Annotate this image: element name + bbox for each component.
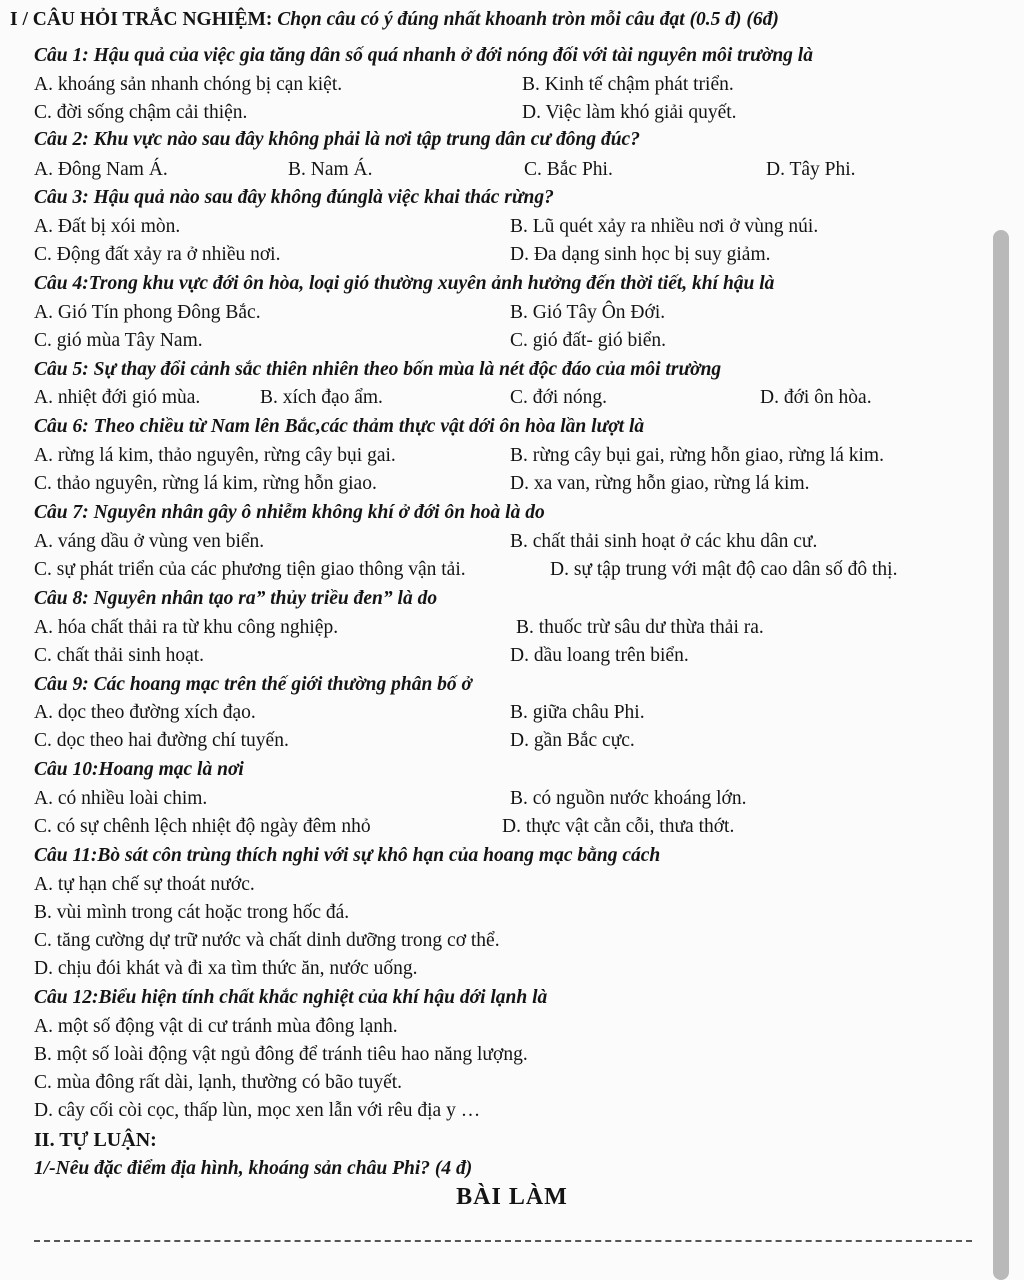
option-d[interactable]: D. Tây Phi. (766, 159, 856, 180)
question-1: Câu 1: Hậu quả của việc gia tăng dân số quá nhanh ở đới nóng đối với tài nguyên môi trường là (34, 45, 813, 66)
option-c[interactable]: C. tăng cường dự trữ nước và chất dinh dưỡng trong cơ thể. (34, 930, 500, 951)
option-d[interactable]: D. đới ôn hòa. (760, 387, 872, 408)
question-3: Câu 3: Hậu quả nào sau đây không đúnglà việc khai thác rừng? (34, 187, 554, 208)
option-b[interactable]: B. có nguồn nước khoáng lớn. (510, 788, 747, 809)
question-12: Câu 12:Biểu hiện tính chất khắc nghiệt của khí hậu dới lạnh là (34, 987, 548, 1008)
option-a[interactable]: A. khoáng sản nhanh chóng bị cạn kiệt. (34, 74, 343, 95)
option-b[interactable]: B. Gió Tây Ôn Đới. (510, 302, 666, 323)
options-row (0, 156, 1024, 184)
option-d[interactable]: D. chịu đói khát và đi xa tìm thức ăn, nước uống. (34, 958, 418, 979)
options-row (0, 327, 1024, 355)
options-row (0, 556, 1024, 584)
answer-title: BÀI LÀM (456, 1184, 568, 1210)
options-row (0, 614, 1024, 642)
mcq-header (0, 6, 1024, 34)
question-10: Câu 10:Hoang mạc là nơi (34, 759, 244, 780)
option-a[interactable]: A. hóa chất thải ra từ khu công nghiệp. (34, 617, 339, 638)
option-b[interactable]: B. rừng cây bụi gai, rừng hỗn giao, rừng lá kim. (510, 445, 884, 466)
option-d[interactable]: D. gần Bắc cực. (510, 730, 635, 751)
option-a[interactable]: A. nhiệt đới gió mùa. (34, 387, 201, 408)
question-11: Câu 11:Bò sát côn trùng thích nghi với sự khô hạn của hoang mạc bằng cách (34, 845, 661, 866)
option-a[interactable]: A. tự hạn chế sự thoát nước. (34, 874, 255, 895)
option-c[interactable]: C. mùa đông rất dài, lạnh, thường có bão tuyết. (34, 1072, 403, 1093)
options-row (0, 727, 1024, 755)
option-b[interactable]: B. chất thải sinh hoạt ở các khu dân cư. (510, 531, 818, 552)
option-b[interactable]: B. Lũ quét xảy ra nhiều nơi ở vùng núi. (510, 216, 819, 237)
option-a[interactable]: A. Đông Nam Á. (34, 159, 168, 180)
option-a[interactable]: A. rừng lá kim, thảo nguyên, rừng cây bụi gai. (34, 445, 396, 466)
option-d[interactable]: D. thực vật cằn cỗi, thưa thớt. (502, 816, 735, 837)
options-row (0, 213, 1024, 241)
options-row (0, 699, 1024, 727)
option-b[interactable]: B. xích đạo ẩm. (260, 387, 383, 408)
option-d[interactable]: D. sự tập trung với mật độ cao dân số đô thị. (550, 559, 898, 580)
options-row (0, 384, 1024, 412)
option-c[interactable]: C. thảo nguyên, rừng lá kim, rừng hỗn giao. (34, 473, 377, 494)
option-c[interactable]: C. đời sống chậm cải thiện. (34, 102, 248, 123)
option-c[interactable]: C. dọc theo hai đường chí tuyến. (34, 730, 289, 751)
essay-question: 1/-Nêu đặc điểm địa hình, khoáng sản châu Phi? (4 đ) (34, 1158, 473, 1179)
option-d[interactable]: D. xa van, rừng hỗn giao, rừng lá kim. (510, 473, 810, 494)
option-d[interactable]: D. cây cối còi cọc, thấp lùn, mọc xen lẫn với rêu địa y … (34, 1100, 481, 1121)
question-6: Câu 6: Theo chiều từ Nam lên Bắc,các thảm thực vật dới ôn hòa lần lượt là (34, 416, 645, 437)
option-a[interactable]: A. dọc theo đường xích đạo. (34, 702, 256, 723)
options-row (0, 299, 1024, 327)
mcq-instruction: Chọn câu có ý đúng nhất khoanh tròn mỗi câu đạt (0.5 đ) (6đ) (277, 9, 779, 30)
question-5: Câu 5: Sự thay đổi cảnh sắc thiên nhiên theo bốn mùa là nét độc đáo của môi trường (34, 359, 722, 380)
mcq-section-title: I / CÂU HỎI TRẮC NGHIỆM: (10, 9, 273, 30)
option-b[interactable]: B. Kinh tế chậm phát triển. (522, 74, 734, 95)
answer-line[interactable] (34, 1240, 972, 1242)
option-d[interactable]: D. dầu loang trên biển. (510, 645, 689, 666)
option-a[interactable]: A. một số động vật di cư tránh mùa đông lạnh. (34, 1016, 398, 1037)
option-d[interactable]: D. Đa dạng sinh học bị suy giảm. (510, 244, 771, 265)
options-row (0, 642, 1024, 670)
question-4: Câu 4:Trong khu vực đới ôn hòa, loại gió thường xuyên ảnh hưởng đến thời tiết, khí hậu là (34, 273, 775, 294)
option-b[interactable]: B. vùi mình trong cát hoặc trong hốc đá. (34, 902, 350, 923)
option-a[interactable]: A. Gió Tín phong Đông Bắc. (34, 302, 261, 323)
option-c[interactable]: C. Bắc Phi. (524, 159, 613, 180)
options-row (0, 813, 1024, 841)
option-c[interactable]: C. sự phát triển của các phương tiện giao thông vận tải. (34, 559, 466, 580)
essay-section-title: II. TỰ LUẬN: (34, 1129, 157, 1151)
option-a[interactable]: A. Đất bị xói mòn. (34, 216, 181, 237)
option-d[interactable]: D. Việc làm khó giải quyết. (522, 102, 737, 123)
option-b[interactable]: B. giữa châu Phi. (510, 702, 645, 723)
options-row (0, 470, 1024, 498)
options-row (0, 241, 1024, 269)
option-b[interactable]: B. Nam Á. (288, 159, 373, 180)
option-c[interactable]: C. chất thải sinh hoạt. (34, 645, 205, 666)
option-b[interactable]: B. một số loài động vật ngủ đông để tránh tiêu hao năng lượng. (34, 1044, 528, 1065)
option-c[interactable]: C. có sự chênh lệch nhiệt độ ngày đêm nhỏ (34, 816, 371, 837)
option-c[interactable]: C. đới nóng. (510, 387, 607, 408)
option-b[interactable]: B. thuốc trừ sâu dư thừa thải ra. (516, 617, 764, 638)
option-a[interactable]: A. váng dầu ở vùng ven biển. (34, 531, 265, 552)
options-row (0, 99, 1024, 127)
question-7: Câu 7: Nguyên nhân gây ô nhiễm không khí ở đới ôn hoà là do (34, 502, 545, 523)
question-2: Câu 2: Khu vực nào sau đây không phải là nơi tập trung dân cư đông đúc? (34, 129, 640, 150)
option-d[interactable]: C. gió đất- gió biển. (510, 330, 666, 351)
options-row (0, 785, 1024, 813)
question-8: Câu 8: Nguyên nhân tạo ra” thủy triều đen” là do (34, 588, 438, 609)
options-row (0, 528, 1024, 556)
option-a[interactable]: A. có nhiều loài chim. (34, 788, 208, 809)
option-c[interactable]: C. gió mùa Tây Nam. (34, 330, 203, 351)
option-c[interactable]: C. Động đất xảy ra ở nhiều nơi. (34, 244, 281, 265)
options-row (0, 71, 1024, 99)
scrollbar[interactable] (993, 230, 1009, 1280)
question-9: Câu 9: Các hoang mạc trên thế giới thường phân bố ở (34, 674, 473, 695)
options-row (0, 442, 1024, 470)
